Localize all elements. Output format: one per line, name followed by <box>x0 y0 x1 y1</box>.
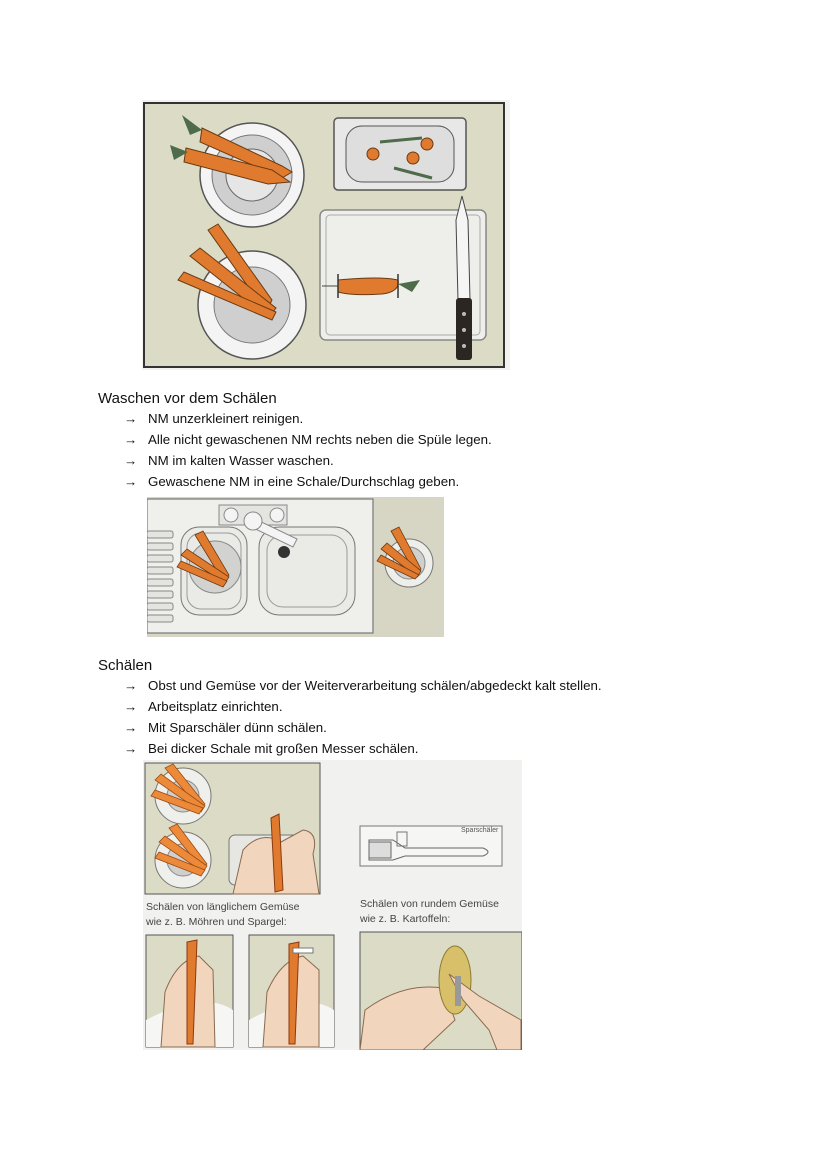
arrow-icon: → <box>124 678 138 693</box>
figure-sink <box>147 497 444 637</box>
caption-round-vegetables: Schälen von rundem Gemüse wie z. B. Kartoffeln: <box>360 898 499 925</box>
arrow-icon: → <box>124 432 138 447</box>
peeler-label: Sparschäler <box>461 827 499 834</box>
wash-bullet: → Gewaschene NM in eine Schale/Durchschlag geben. <box>124 474 460 489</box>
arrow-icon: → <box>124 453 138 468</box>
section-heading-wash: Waschen vor dem Schälen <box>98 390 277 407</box>
arrow-icon: → <box>124 741 138 756</box>
arrow-icon: → <box>124 720 138 735</box>
wash-bullet: → Alle nicht gewaschenen NM rechts neben die Spüle legen. <box>124 432 492 447</box>
peel-bullet: → Obst und Gemüse vor der Weiterverarbeitung schälen/abgedeckt kalt stellen. <box>124 678 602 693</box>
peel-bullet: → Bei dicker Schale mit großen Messer schälen. <box>124 741 419 756</box>
section-heading-peel: Schälen <box>98 657 153 674</box>
sink-illustration <box>147 497 444 637</box>
wash-bullet: → NM unzerkleinert reinigen. <box>124 411 304 426</box>
peel-bullet: → Arbeitsplatz einrichten. <box>124 699 283 714</box>
workstation-illustration <box>142 100 510 370</box>
arrow-icon: → <box>124 474 138 489</box>
caption-long-vegetables: Schälen von länglichem Gemüse wie z. B. Möhren und Spargel: <box>146 901 300 928</box>
figure-peeling <box>143 760 522 1050</box>
arrow-icon: → <box>124 411 138 426</box>
figure-workstation <box>142 100 510 370</box>
peel-bullet: → Mit Sparschäler dünn schälen. <box>124 720 327 735</box>
arrow-icon: → <box>124 699 138 714</box>
wash-bullet: → NM im kalten Wasser waschen. <box>124 453 334 468</box>
